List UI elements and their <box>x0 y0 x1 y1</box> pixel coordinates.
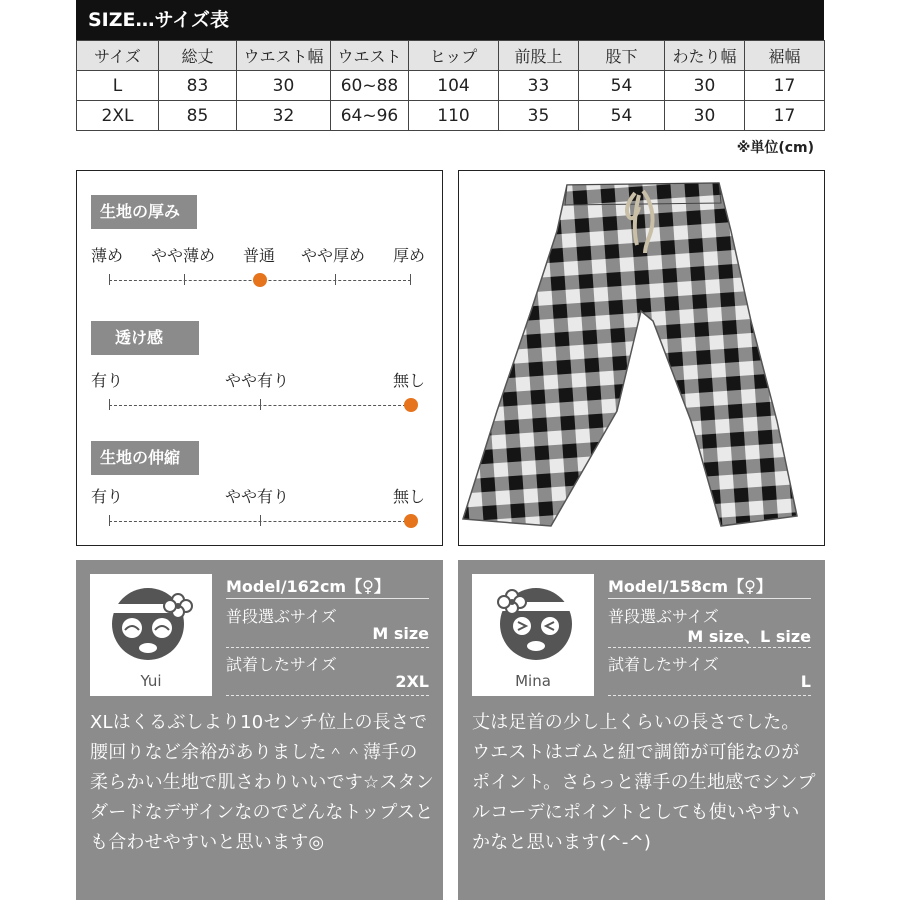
tried-size-value: 2XL <box>395 672 429 691</box>
model-card-mina <box>458 560 825 900</box>
stretch-indicator-dot <box>404 514 418 528</box>
model-comment: XLはくるぶしより10センチ位上の長さで腰回りなど余裕がありました＾＾薄手の柔らかい生地で肌さわりいいです☆スタンダードなデザインなのでどんなトップスとも合わせやすいと思います◎ <box>90 712 434 853</box>
table-cell: 32 <box>237 101 331 131</box>
size-table-header-row <box>77 41 825 71</box>
table-header-cell: サイズ <box>77 41 159 71</box>
transparency-label: 透け感 <box>91 321 199 355</box>
divider <box>608 598 811 599</box>
avatar <box>472 574 594 696</box>
model-title: Model/162cm【♀】 <box>226 577 390 596</box>
usual-size-value: M size、L size <box>687 627 811 646</box>
table-cell: 64~96 <box>331 101 409 131</box>
table-header-cell: 前股上 <box>499 41 579 71</box>
scale-tick <box>109 274 110 285</box>
table-header-cell: 裾幅 <box>745 41 825 71</box>
table-cell: 30 <box>665 101 745 131</box>
table-cell: 17 <box>745 101 825 131</box>
avatar-name: Mina <box>515 672 551 690</box>
table-row <box>77 101 825 131</box>
model-comment: 丈は足首の少し上くらいの長さでした。ウエストはゴムと紐で調節が可能なのがポイント。さらっと薄手の生地感でシンプルコーデにポイントとしても使いやすいかなと思います(^-^) <box>472 712 816 853</box>
table-header-cell: ウエスト <box>331 41 409 71</box>
scale-text: 無し <box>393 371 426 390</box>
thickness-indicator-dot <box>253 273 267 287</box>
table-cell: 85 <box>159 101 237 131</box>
usual-size-label: 普段選ぶサイズ <box>226 607 337 626</box>
plaid-pants-icon <box>459 171 823 544</box>
scale-tick <box>335 274 336 285</box>
table-header-cell: ウエスト幅 <box>237 41 331 71</box>
scale-text: 厚め <box>393 246 426 265</box>
size-table <box>76 40 825 131</box>
scale-tick <box>184 274 185 285</box>
scale-text: 薄め <box>91 246 124 265</box>
table-cell: 54 <box>579 101 665 131</box>
model-card-yui <box>76 560 443 900</box>
tried-size-label: 試着したサイズ <box>226 655 337 674</box>
product-photo <box>458 170 825 546</box>
table-cell: 104 <box>409 71 499 101</box>
table-cell: 54 <box>579 71 665 101</box>
scale-tick <box>260 399 261 410</box>
tried-size-value: L <box>800 672 811 691</box>
table-cell: 83 <box>159 71 237 101</box>
table-cell: 2XL <box>77 101 159 131</box>
divider <box>608 695 811 696</box>
scale-text: 普通 <box>243 246 276 265</box>
table-cell: 110 <box>409 101 499 131</box>
table-header-cell: 股下 <box>579 41 665 71</box>
table-header-cell: ヒップ <box>409 41 499 71</box>
avatar <box>90 574 212 696</box>
table-cell: L <box>77 71 159 101</box>
scale-text: やや薄め <box>151 246 216 265</box>
scale-tick <box>260 515 261 526</box>
unit-note: ※単位(cm) <box>736 140 814 156</box>
divider <box>226 598 429 599</box>
table-row <box>77 71 825 101</box>
table-header-cell: わたり幅 <box>665 41 745 71</box>
model-title: Model/158cm【♀】 <box>608 577 772 596</box>
table-cell: 60~88 <box>331 71 409 101</box>
scale-tick <box>109 515 110 526</box>
divider <box>226 647 429 648</box>
scale-tick <box>410 274 411 285</box>
scale-text: 無し <box>393 487 426 506</box>
transparency-indicator-dot <box>404 398 418 412</box>
scale-text: 有り <box>91 371 124 390</box>
thickness-label: 生地の厚み <box>91 195 197 229</box>
stretch-label: 生地の伸縮 <box>91 441 199 475</box>
scale-text: 有り <box>91 487 124 506</box>
scale-text: やや有り <box>225 371 290 390</box>
table-cell: 35 <box>499 101 579 131</box>
table-cell: 30 <box>237 71 331 101</box>
scale-tick <box>109 399 110 410</box>
divider <box>226 695 429 696</box>
table-cell: 17 <box>745 71 825 101</box>
size-table-title: SIZE…サイズ表 <box>76 0 824 40</box>
tried-size-label: 試着したサイズ <box>608 655 719 674</box>
table-header-cell: 総丈 <box>159 41 237 71</box>
scale-text: やや厚め <box>301 246 366 265</box>
scale-text: やや有り <box>225 487 290 506</box>
table-cell: 30 <box>665 71 745 101</box>
divider <box>608 647 811 648</box>
table-cell: 33 <box>499 71 579 101</box>
fabric-panel <box>76 170 443 546</box>
avatar-name: Yui <box>140 672 162 690</box>
usual-size-label: 普段選ぶサイズ <box>608 607 719 626</box>
usual-size-value: M size <box>372 624 429 643</box>
